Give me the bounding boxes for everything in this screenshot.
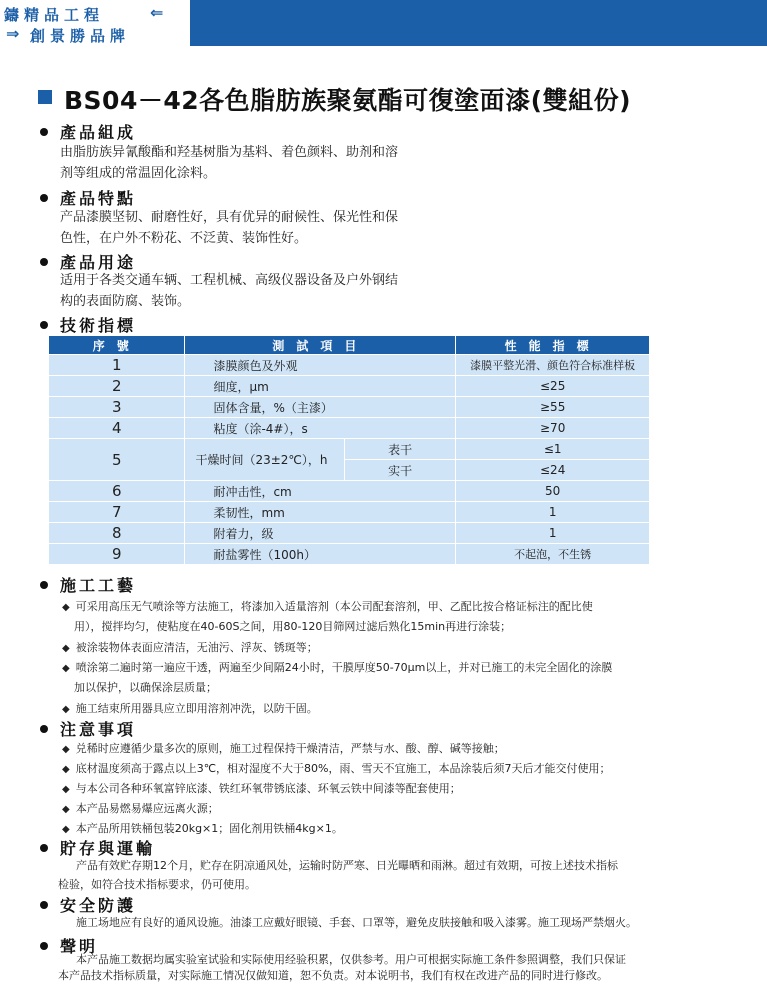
row-item: 耐盐雾性（100h） bbox=[185, 544, 456, 565]
table-row bbox=[49, 355, 650, 376]
statement-line-1: 本产品施工数据均属实验室试验和实际使用经验积累，仅供参考。用户可根据实际施工条件参照调整，我们只保证 bbox=[76, 953, 626, 966]
safety-line-1: 施工场地应有良好的通风设施。油漆工应戴好眼镜、手套、口罩等，避免皮肤接触和吸入漆雾。施工现场严禁烟火。 bbox=[76, 916, 637, 929]
row-value: ≤24 bbox=[456, 460, 650, 481]
row-number: 7 bbox=[49, 502, 185, 523]
row-value: 50 bbox=[456, 481, 650, 502]
row-number: 1 bbox=[49, 355, 185, 376]
application-item-1-cont: 用），搅拌均匀，使粘度在40-60S之间，用80-120目筛网过滤后熟化15min再进行涂装； bbox=[74, 620, 512, 633]
diamond-bullet-icon: ◆ bbox=[62, 804, 70, 815]
row-number: 4 bbox=[49, 418, 185, 439]
brand-logo-box bbox=[0, 0, 190, 46]
bullet-icon bbox=[40, 321, 48, 329]
statement-line-2: 本产品技术指标质量，对实际施工情况仅做知道，恕不负责。对本说明书，我们有权在改进产品的同时进行修改。 bbox=[58, 969, 608, 982]
diamond-bullet-icon: ◆ bbox=[62, 824, 70, 835]
page-title: BS04－42各色脂肪族聚氨酯可復塗面漆(雙組份) bbox=[64, 86, 631, 115]
bullet-icon bbox=[40, 128, 48, 136]
row-value: ≥55 bbox=[456, 397, 650, 418]
table-header-item: 測試項目 bbox=[185, 336, 456, 355]
row-value: 1 bbox=[456, 502, 650, 523]
row-value: ≤25 bbox=[456, 376, 650, 397]
row-item: 耐冲击性，cm bbox=[185, 481, 456, 502]
diamond-bullet-icon: ◆ bbox=[62, 643, 70, 654]
row-number: 9 bbox=[49, 544, 185, 565]
bullet-icon bbox=[40, 258, 48, 266]
application-item-1: ◆ 可采用高压无气喷涂等方法施工，将漆加入适量溶剂（本公司配套溶剂，甲、乙配比按合格证标注的配比使 bbox=[62, 600, 593, 613]
table-row bbox=[49, 544, 650, 565]
section-heading-application: 施工工藝 bbox=[40, 573, 136, 596]
section-heading-safety: 安全防護 bbox=[40, 893, 136, 916]
table-row bbox=[49, 376, 650, 397]
section-heading-features: 產品特點 bbox=[40, 186, 136, 209]
diamond-bullet-icon: ◆ bbox=[62, 744, 70, 755]
bullet-icon bbox=[40, 844, 48, 852]
section-heading-statement: 聲明 bbox=[40, 934, 98, 957]
row-value: ≥70 bbox=[456, 418, 650, 439]
row-value: 漆膜平整光滑、颜色符合标准样板 bbox=[456, 355, 650, 376]
table-row bbox=[49, 439, 650, 460]
diamond-bullet-icon: ◆ bbox=[62, 704, 70, 715]
table-header-row bbox=[49, 336, 650, 355]
bullet-icon bbox=[40, 942, 48, 950]
arrow-right-icon: ⇒ bbox=[6, 24, 20, 43]
application-item-3: ◆ 喷涂第二遍时第一遍应干透，两遍至少间隔24小时，干膜厚度50-70μm以上，并对已施工的未完全固化的涂膜 bbox=[62, 661, 613, 674]
table-row bbox=[49, 418, 650, 439]
table-row bbox=[49, 481, 650, 502]
bullet-icon bbox=[40, 725, 48, 733]
diamond-bullet-icon: ◆ bbox=[62, 784, 70, 795]
row-item: 干燥时间（23±2℃），h bbox=[185, 439, 345, 481]
section-heading-usage: 產品用途 bbox=[40, 250, 136, 273]
application-item-2: ◆ 被涂装物体表面应清洁，无油污、浮灰、锈斑等； bbox=[62, 641, 318, 654]
diamond-bullet-icon: ◆ bbox=[62, 602, 70, 613]
storage-line-2: 检验，如符合技术指标要求，仍可使用。 bbox=[58, 878, 256, 891]
composition-line-1: 由脂肪族异氰酸酯和羟基树脂为基料、着色颜料、助剂和溶 bbox=[60, 145, 399, 160]
row-item: 固体含量，%（主漆） bbox=[185, 397, 456, 418]
section-heading-composition: 產品組成 bbox=[40, 120, 136, 143]
notes-item-2: ◆ 底材温度须高于露点以上3℃，相对湿度不大于80%，雨、雪天不宜施工，本品涂装后须7天后才能交付使用； bbox=[62, 762, 611, 775]
usage-line-2: 构的表面防腐、装饰。 bbox=[60, 294, 191, 309]
table-row bbox=[49, 523, 650, 544]
row-item: 粘度（涂-4#），s bbox=[185, 418, 456, 439]
arrow-left-icon: ⇐ bbox=[150, 3, 164, 22]
row-sub-label: 实干 bbox=[344, 460, 455, 481]
row-value: ≤1 bbox=[456, 439, 650, 460]
bullet-icon bbox=[40, 194, 48, 202]
row-item: 漆膜颜色及外观 bbox=[185, 355, 456, 376]
storage-line-1: 产品有效贮存期12个月，贮存在阴凉通风处，运输时防严寒、日光曝晒和雨淋。超过有效期，可按上述技术指标 bbox=[76, 859, 618, 872]
section-heading-notes: 注意事項 bbox=[40, 717, 136, 740]
features-line-2: 色性，在户外不粉花、不泛黄、装饰性好。 bbox=[60, 231, 308, 246]
row-item: 附着力，级 bbox=[185, 523, 456, 544]
application-item-4: ◆ 施工结束所用器具应立即用溶剂冲洗，以防干固。 bbox=[62, 702, 318, 715]
bullet-icon bbox=[40, 581, 48, 589]
composition-line-2: 剂等组成的常温固化涂料。 bbox=[60, 166, 217, 181]
spec-table bbox=[48, 335, 650, 565]
table-row bbox=[49, 397, 650, 418]
section-heading-specs: 技術指標 bbox=[40, 313, 136, 336]
notes-item-5: ◆ 本产品所用铁桶包装20kg×1；固化剂用铁桶4kg×1。 bbox=[62, 822, 343, 835]
bullet-icon bbox=[40, 901, 48, 909]
row-item: 柔韧性，mm bbox=[185, 502, 456, 523]
row-number: 6 bbox=[49, 481, 185, 502]
table-row bbox=[49, 502, 650, 523]
table-header-no: 序號 bbox=[49, 336, 185, 355]
brand-slogan-line2: 創景勝品牌 bbox=[30, 27, 131, 45]
diamond-bullet-icon: ◆ bbox=[62, 764, 70, 775]
diamond-bullet-icon: ◆ bbox=[62, 663, 70, 674]
notes-item-1: ◆ 兑稀时应遵循少量多次的原则，施工过程保持干燥清洁，严禁与水、酸、醇、碱等接触； bbox=[62, 742, 505, 755]
row-item: 细度，μm bbox=[185, 376, 456, 397]
row-number: 2 bbox=[49, 376, 185, 397]
title-square-icon bbox=[38, 90, 52, 104]
row-value: 不起泡，不生锈 bbox=[456, 544, 650, 565]
notes-item-4: ◆ 本产品易燃易爆应远离火源； bbox=[62, 802, 219, 815]
row-number: 8 bbox=[49, 523, 185, 544]
features-line-1: 产品漆膜坚韧、耐磨性好，具有优异的耐候性、保光性和保 bbox=[60, 210, 399, 225]
usage-line-1: 适用于各类交通车辆、工程机械、高级仪器设备及户外钢结 bbox=[60, 273, 399, 288]
row-number: 3 bbox=[49, 397, 185, 418]
row-value: 1 bbox=[456, 523, 650, 544]
notes-item-3: ◆ 与本公司各种环氧富锌底漆、铁红环氧带锈底漆、环氧云铁中间漆等配套使用； bbox=[62, 782, 461, 795]
row-sub-label: 表干 bbox=[344, 439, 455, 460]
section-heading-storage: 貯存與運輸 bbox=[40, 836, 155, 859]
application-item-3-cont: 加以保护，以确保涂层质量； bbox=[74, 681, 217, 694]
table-header-value: 性能指標 bbox=[456, 336, 650, 355]
brand-slogan-line1: 鑄精品工程 bbox=[4, 6, 105, 24]
row-number: 5 bbox=[49, 439, 185, 481]
